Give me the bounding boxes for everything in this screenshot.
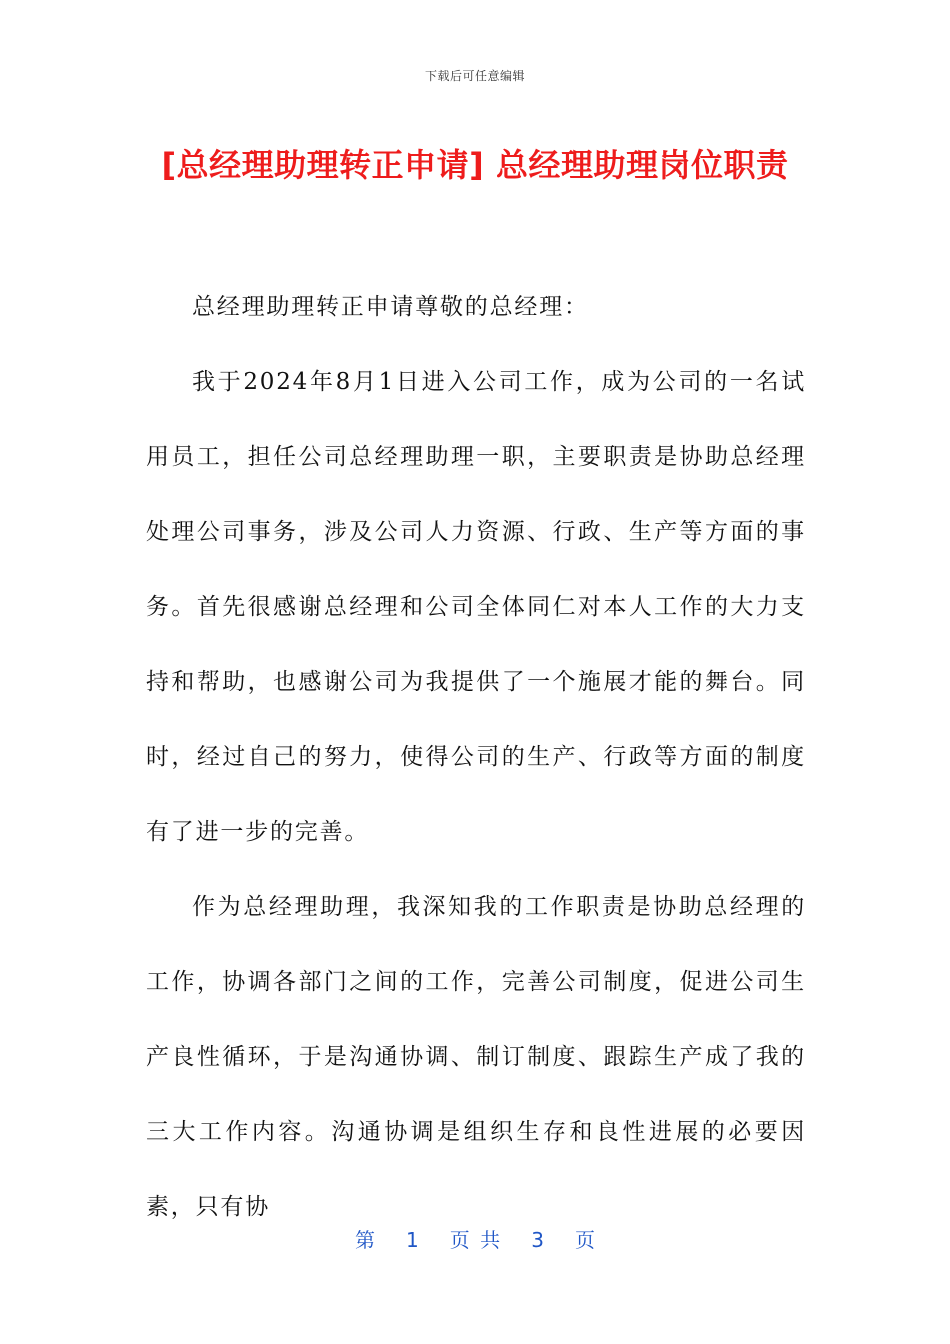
document-body [146,270,806,1245]
page-number-label: 第 1 页 共 3 页 [354,1228,596,1252]
page-footer [0,1224,950,1253]
paragraph-responsibilities: 作为总经理助理，我深知我的工作职责是协助总经理的工作，协调各部门之间的工作，完善公司制度，促进公司生产良性循环，于是沟通协调、制订制度、跟踪生产成了我的三大工作内容。沟通协调是组织生存和良性进展的必要因素，只有协 [146,894,806,1220]
paragraph-salutation: 总经理助理转正申请尊敬的总经理： [192,294,589,320]
document-title: [总经理助理转正申请] 总经理助理岗位职责 [161,146,789,184]
paragraph-introduction: 我于2024年8月1日进入公司工作，成为公司的一名试用员工，担任公司总经理助理一职，主要职责是协助总经理处理公司事务，涉及公司人力资源、行政、生产等方面的事务。首先很感谢总经理和公司全体同仁对本人工作的大力支持和帮助，也感谢公司为我提供了一个施展才能的舞台。同时，经过自己的努力，使得公司的生产、行政等方面的制度有了进一步的完善。 [146,369,806,845]
header-note: 下载后可任意编辑 [424,69,525,83]
